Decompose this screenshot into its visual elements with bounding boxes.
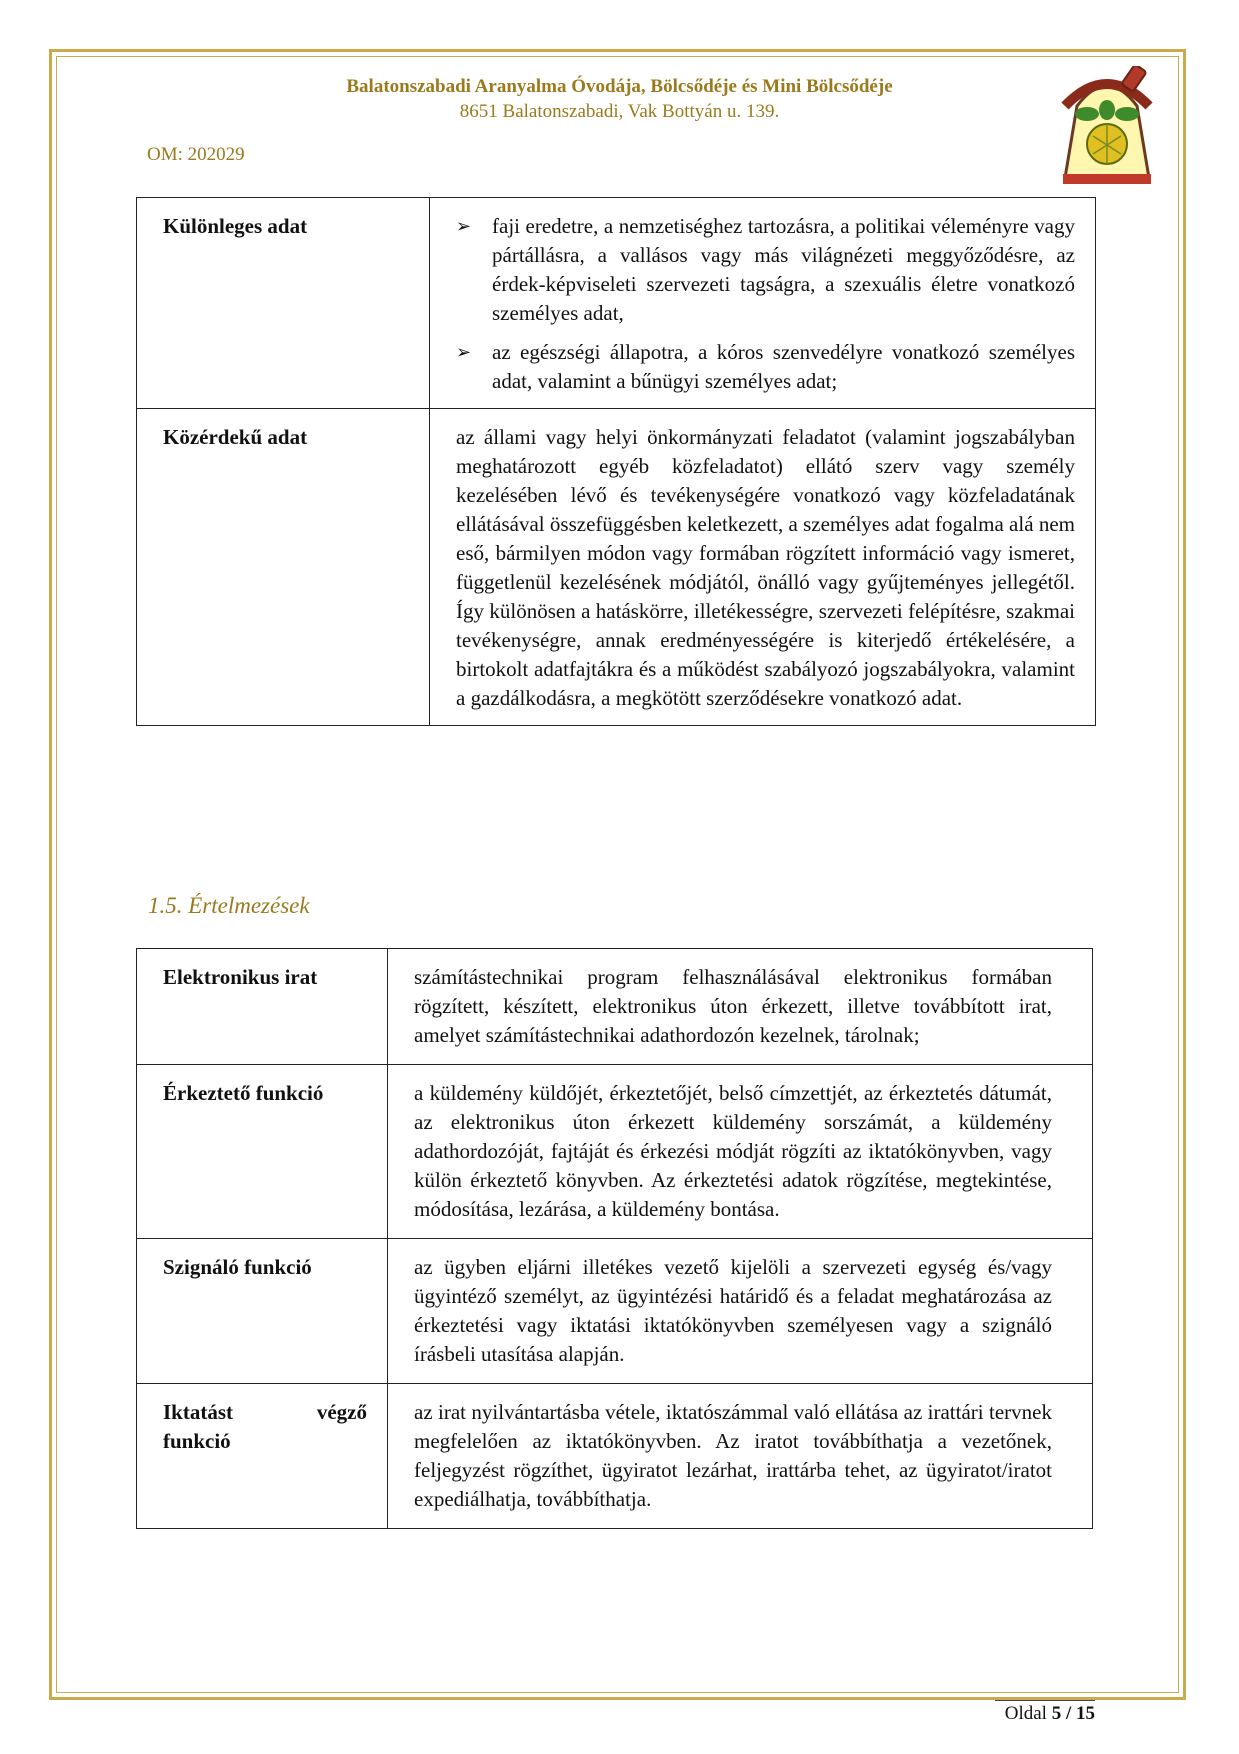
definitions-table-1 (136, 197, 1096, 726)
term-cell: Különleges adat (137, 198, 430, 409)
header-address: 8651 Balatonszabadi, Vak Bottyán u. 139. (459, 101, 780, 122)
definition-cell: az ügyben eljárni illetékes vezető kijelöli a szervezeti egység és/vagy ügyintéző személyt, az ügyintézési határidő és a feladat meghatározása az érkeztetési vagy iktatási iktatókönyvben személyesen vagy a szignáló írásbeli utasítása alapján. (388, 1239, 1093, 1384)
section-heading: 1.5. Értelmezések (148, 893, 310, 918)
term-cell: Közérdekű adat (137, 409, 430, 726)
om-number: OM: 202029 (147, 144, 245, 165)
bullet-item (456, 338, 1075, 396)
term-cell (137, 1384, 388, 1529)
bullet-item (456, 212, 1075, 328)
arrow-bullet-icon: ➢ (456, 216, 472, 236)
definition-cell (430, 198, 1096, 409)
page-label: Oldal (1004, 1703, 1047, 1724)
term-line (163, 1398, 367, 1427)
term-line: funkció (163, 1429, 231, 1453)
header-organization: Balatonszabadi Aranyalma Óvodája, Bölcsődéje és Mini Bölcsődéje (346, 76, 893, 97)
table-row (137, 1384, 1093, 1529)
term-cell: Szignáló funkció (137, 1239, 388, 1384)
definitions-table-2 (136, 948, 1093, 1529)
term-word: Iktatást (163, 1400, 234, 1424)
kindergarten-bell-logo (1057, 66, 1157, 188)
definition-cell: a küldemény küldőjét, érkeztetőjét, belső címzettjét, az érkeztetés dátumát, az elektronikus úton érkezett küldemény sorszámát, a küldemény adathordozóját, fajtáját és érkezési módját rögzíti az iktatókönyvben, vagy külön érkeztető könyvben. Az érkeztetési adatok rögzítése, megtekintése, módosítása, lezárása, a küldemény bontása. (388, 1065, 1093, 1239)
definition-cell: az állami vagy helyi önkormányzati feladatot (valamint jogszabályban meghatározott egyéb közfeladatot) ellátó szerv vagy személy kezelésében lévő és tevékenységére vonatkozó vagy közfeladatának ellátásával összefüggésben keletkezett, a személyes adat fogalma alá nem eső, bármilyen módon vagy formában rögzített információ vagy ismeret, függetlenül kezelésének módjától, önálló vagy gyűjteményes jellegétől. Így különösen a hatáskörre, illetékességre, szervezeti felépítésre, szakmai tevékenységre, annak eredményességére is kiterjedő értékelésére, a birtokolt adatfajtákra és a működést szabályozó jogszabályokra, valamint a gazdálkodásra, a megkötött szerződésekre vonatkozó adat. (430, 409, 1096, 726)
term-cell: Érkeztető funkció (137, 1065, 388, 1239)
table-row (137, 1065, 1093, 1239)
table-row (137, 198, 1096, 409)
page-current: 5 (1051, 1703, 1062, 1724)
term-word: végző (316, 1400, 367, 1424)
arrow-bullet-icon: ➢ (456, 342, 472, 362)
bullet-text: faji eredetre, a nemzetiséghez tartozásra, a politikai véleményre vagy pártállásra, a vallásos vagy más világnézeti meggyőződésre, az érdek-képviseleti szervezeti tagságra, a szexuális életre vonatkozó személyes adat, (492, 214, 1075, 325)
definition-cell: számítástechnikai program felhasználásával elektronikus formában rögzített, készített, elektronikus úton érkezett, illetve továbbított irat, amelyet számítástechnikai adathordozón kezelnek, tárolnak; (388, 949, 1093, 1065)
page-separator: / (1065, 1703, 1072, 1724)
table-row (137, 1239, 1093, 1384)
page-total: 15 (1076, 1703, 1095, 1724)
definition-cell: az irat nyilvántartásba vétele, iktatószámmal való ellátása az irattári tervnek megfelelően az iktatókönyvben. Az iratot továbbíthatja a vezetőnek, feljegyzést rögzíthet, ügyiratot lezárhat, irattárba tehet, az ügyiratot/iratot expediálhatja, továbbíthatja. (388, 1384, 1093, 1529)
term-cell: Elektronikus irat (137, 949, 388, 1065)
bullet-text: az egészségi állapotra, a kóros szenvedélyre vonatkozó személyes adat, valamint a bűnügyi személyes adat; (492, 340, 1075, 393)
page-number (995, 1700, 1095, 1725)
table-row (137, 409, 1096, 726)
table-row (137, 949, 1093, 1065)
